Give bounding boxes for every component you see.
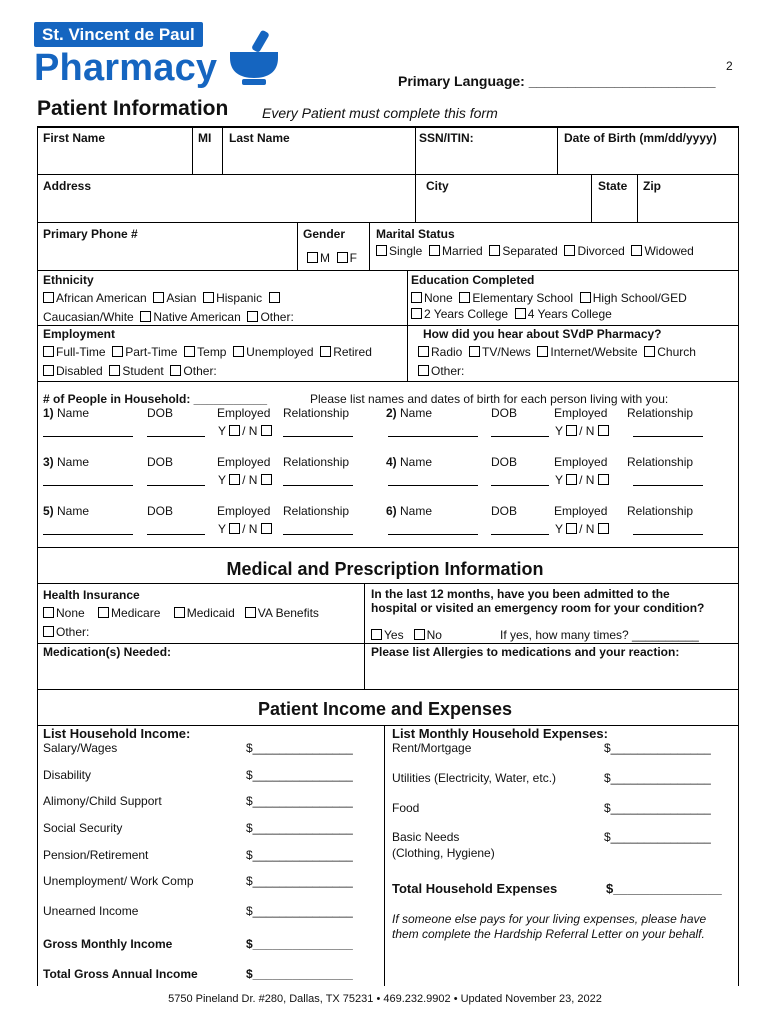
eth-hispanic-checkbox[interactable] xyxy=(203,292,214,303)
ethnicity-options-2: Caucasian/White Native American Other: xyxy=(43,310,294,324)
gender-options: M F xyxy=(307,251,357,265)
household-dob-label: DOB xyxy=(491,455,518,469)
edu-2yr-checkbox[interactable] xyxy=(411,308,422,319)
emp-retired-checkbox[interactable] xyxy=(320,346,331,357)
employed-yes-checkbox[interactable] xyxy=(229,425,240,436)
address-label: Address xyxy=(43,179,92,193)
employed-no-checkbox[interactable] xyxy=(598,523,609,534)
emp-disabled-checkbox[interactable] xyxy=(43,365,54,376)
marital-married-checkbox[interactable] xyxy=(429,245,440,256)
marital-label: Marital Status xyxy=(376,227,455,241)
hear-other-checkbox[interactable] xyxy=(418,365,429,376)
last-name-label: Last Name xyxy=(229,131,290,145)
page-subtitle: Every Patient must complete this form xyxy=(262,105,498,121)
employment-options-1: Full-Time Part-Time Temp Unemployed Retired xyxy=(43,345,372,359)
education-options-2: 2 Years College 4 Years College xyxy=(411,307,612,321)
household-relationship-field[interactable] xyxy=(633,426,703,440)
household-employed-label: Employed xyxy=(217,504,271,518)
ins-medicare-checkbox[interactable] xyxy=(98,607,109,618)
phone-label: Primary Phone # xyxy=(43,227,138,241)
household-name-field[interactable] xyxy=(388,426,478,440)
emp-other-checkbox[interactable] xyxy=(170,365,181,376)
dob-label: Date of Birth (mm/dd/yyyy) xyxy=(564,131,717,145)
household-name-field[interactable] xyxy=(388,475,478,489)
edu-elementary-checkbox[interactable] xyxy=(459,292,470,303)
admitted-question-1: In the last 12 months, have you been admitted to the xyxy=(371,587,670,601)
household-name-field[interactable] xyxy=(388,524,478,538)
expense-rent-label: Rent/Mortgage xyxy=(392,741,472,755)
household-dob-field[interactable] xyxy=(147,426,205,440)
household-name-label: Name xyxy=(57,504,90,518)
household-employed-label: Employed xyxy=(554,406,608,420)
household-name-field[interactable] xyxy=(43,524,133,538)
income-item-label: Unearned Income xyxy=(43,904,139,918)
logo-wordmark: Pharmacy xyxy=(34,47,218,89)
hear-tv-checkbox[interactable] xyxy=(469,346,480,357)
employed-no-checkbox[interactable] xyxy=(598,425,609,436)
employed-yes-checkbox[interactable] xyxy=(229,523,240,534)
employed-yes-checkbox[interactable] xyxy=(566,523,577,534)
expense-basic-needs-label: Basic Needs xyxy=(392,830,460,844)
page-number: 2 xyxy=(726,59,733,73)
hear-options-1: Radio TV/News Internet/Website Church xyxy=(418,345,696,359)
income-item-label: Unemployment/ Work Comp xyxy=(43,874,194,888)
hear-internet-checkbox[interactable] xyxy=(537,346,548,357)
expense-basic-needs-sub: (Clothing, Hygiene) xyxy=(392,846,495,860)
household-relationship-label: Relationship xyxy=(283,455,350,469)
ins-va-checkbox[interactable] xyxy=(245,607,256,618)
expense-food-label: Food xyxy=(392,801,420,815)
eth-caucasian-checkbox[interactable] xyxy=(269,292,280,303)
state-label: State xyxy=(598,179,628,193)
employed-yes-checkbox[interactable] xyxy=(229,474,240,485)
total-expenses-field[interactable]: $_______________ xyxy=(606,881,722,896)
admitted-question-2: hospital or visited an emergency room for your condition? xyxy=(371,601,705,615)
education-options-1: None Elementary School High School/GED xyxy=(411,291,687,305)
household-name-label: Name xyxy=(57,406,90,420)
household-employed-label: Employed xyxy=(217,455,271,469)
household-relationship-field[interactable] xyxy=(283,524,353,538)
household-dob-label: DOB xyxy=(147,406,174,420)
marital-widowed-checkbox[interactable] xyxy=(631,245,642,256)
household-dob-label: DOB xyxy=(491,406,518,420)
emp-student-checkbox[interactable] xyxy=(109,365,120,376)
household-dob-field[interactable] xyxy=(147,475,205,489)
employment-options-2: Disabled Student Other: xyxy=(43,364,217,378)
employed-no-checkbox[interactable] xyxy=(261,523,272,534)
mortar-pestle-icon xyxy=(226,28,282,88)
zip-label: Zip xyxy=(643,179,661,193)
employed-yes-checkbox[interactable] xyxy=(566,425,577,436)
income-header: List Household Income: xyxy=(43,726,191,741)
insurance-options: None Medicare Medicaid VA Benefits xyxy=(43,606,319,620)
education-label: Education Completed xyxy=(411,273,535,287)
household-person-number: 6) xyxy=(386,504,397,518)
primary-language-field[interactable]: Primary Language: ________________________ xyxy=(398,73,716,89)
household-employed-yn[interactable]: Y / N xyxy=(555,424,611,438)
household-name-field[interactable] xyxy=(43,475,133,489)
household-employed-label: Employed xyxy=(217,406,271,420)
employment-label: Employment xyxy=(43,327,116,341)
total-expenses-label: Total Household Expenses xyxy=(392,881,558,896)
expense-basic-needs-field[interactable]: $_______________ xyxy=(604,830,711,844)
household-dob-label: DOB xyxy=(491,504,518,518)
household-employed-yn[interactable]: Y / N xyxy=(218,424,274,438)
expense-utilities-field[interactable]: $_______________ xyxy=(604,771,711,785)
household-employed-yn[interactable]: Y / N xyxy=(555,473,611,487)
ins-none-checkbox[interactable] xyxy=(43,607,54,618)
ins-medicaid-checkbox[interactable] xyxy=(174,607,185,618)
emp-unemployed-checkbox[interactable] xyxy=(233,346,244,357)
expense-rent-field[interactable]: $_______________ xyxy=(604,741,711,755)
household-dob-field[interactable] xyxy=(491,475,549,489)
household-person-number: 2) xyxy=(386,406,397,420)
hardship-note-2: them complete the Hardship Referral Letter on your behalf. xyxy=(392,927,705,941)
household-dob-field[interactable] xyxy=(491,524,549,538)
household-name-label: Name xyxy=(400,455,433,469)
medical-section-title: Medical and Prescription Information xyxy=(226,559,544,579)
gross-monthly-field[interactable]: $_______________ xyxy=(246,937,353,951)
employed-no-checkbox[interactable] xyxy=(598,474,609,485)
allergies-label: Please list Allergies to medications and your reaction: xyxy=(371,645,680,659)
income-item-field[interactable]: $_______________ xyxy=(246,821,353,835)
logo-top: St. Vincent de Paul xyxy=(34,22,203,47)
income-item-label: Salary/Wages xyxy=(43,741,118,755)
edu-none-checkbox[interactable] xyxy=(411,292,422,303)
marital-divorced-checkbox[interactable] xyxy=(564,245,575,256)
ethnicity-label: Ethnicity xyxy=(43,273,94,287)
income-item-field[interactable]: $_______________ xyxy=(246,768,353,782)
income-item-label: Social Security xyxy=(43,821,123,835)
marital-separated-checkbox[interactable] xyxy=(489,245,500,256)
how-many-times-field[interactable]: If yes, how many times? __________ xyxy=(500,628,699,642)
admitted-no-checkbox[interactable] xyxy=(414,629,425,640)
household-dob-label: DOB xyxy=(147,455,174,469)
eth-african-american-checkbox[interactable] xyxy=(43,292,54,303)
household-relationship-label: Relationship xyxy=(627,455,694,469)
gender-m-checkbox[interactable] xyxy=(307,252,318,263)
income-item-field[interactable]: $_______________ xyxy=(246,794,353,808)
expense-food-field[interactable]: $_______________ xyxy=(604,801,711,815)
gross-annual-field[interactable]: $_______________ xyxy=(246,967,353,981)
employed-no-checkbox[interactable] xyxy=(261,474,272,485)
household-instruction: Please list names and dates of birth for each person living with you: xyxy=(310,392,669,406)
expense-utilities-label: Utilities (Electricity, Water, etc.) xyxy=(392,771,557,785)
household-name-label: Name xyxy=(400,406,433,420)
hear-options-2: Other: xyxy=(418,364,464,378)
marital-options: Single Married Separated Divorced Widowed xyxy=(376,244,694,258)
household-person-number: 5) xyxy=(43,504,54,518)
city-label: City xyxy=(426,179,449,193)
household-relationship-field[interactable] xyxy=(283,475,353,489)
household-person-number: 4) xyxy=(386,455,397,469)
household-relationship-label: Relationship xyxy=(283,406,350,420)
emp-parttime-checkbox[interactable] xyxy=(112,346,123,357)
household-employed-label: Employed xyxy=(554,504,608,518)
employed-yes-checkbox[interactable] xyxy=(566,474,577,485)
household-name-label: Name xyxy=(57,455,90,469)
income-item-label: Pension/Retirement xyxy=(43,848,149,862)
household-employed-label: Employed xyxy=(554,455,608,469)
household-dob-field[interactable] xyxy=(491,426,549,440)
household-relationship-field[interactable] xyxy=(633,524,703,538)
insurance-other: Other: xyxy=(43,625,89,639)
marital-single-checkbox[interactable] xyxy=(376,245,387,256)
income-item-label: Alimony/Child Support xyxy=(43,794,162,808)
income-item-field[interactable]: $_______________ xyxy=(246,741,353,755)
first-name-label: First Name xyxy=(43,131,106,145)
hear-church-checkbox[interactable] xyxy=(644,346,655,357)
hear-radio-checkbox[interactable] xyxy=(418,346,429,357)
footer: 5750 Pineland Dr. #280, Dallas, TX 75231 • 469.232.9902 • Updated November 23, 2022 xyxy=(168,993,602,1005)
income-item-field[interactable]: $_______________ xyxy=(246,904,353,918)
household-count-label[interactable]: # of People in Household: ___________ xyxy=(43,392,268,406)
emp-temp-checkbox[interactable] xyxy=(184,346,195,357)
gender-label: Gender xyxy=(303,227,346,241)
medications-label: Medication(s) Needed: xyxy=(43,645,172,659)
edu-4yr-checkbox[interactable] xyxy=(515,308,526,319)
admitted-yes-checkbox[interactable] xyxy=(371,629,382,640)
hardship-note-1: If someone else pays for your living expenses, please have xyxy=(392,912,707,926)
income-item-field[interactable]: $_______________ xyxy=(246,848,353,862)
household-name-label: Name xyxy=(400,504,433,518)
income-item-field[interactable]: $_______________ xyxy=(246,874,353,888)
ethnicity-options-1: African American Asian Hispanic xyxy=(43,291,282,305)
household-relationship-label: Relationship xyxy=(627,406,694,420)
insurance-label: Health Insurance xyxy=(43,588,140,602)
expense-header: List Monthly Household Expenses: xyxy=(392,726,608,741)
gross-annual-label: Total Gross Annual Income xyxy=(43,967,198,981)
household-employed-yn[interactable]: Y / N xyxy=(555,522,611,536)
household-employed-yn[interactable]: Y / N xyxy=(218,473,274,487)
household-relationship-label: Relationship xyxy=(283,504,350,518)
emp-fulltime-checkbox[interactable] xyxy=(43,346,54,357)
household-person-number: 1) xyxy=(43,406,54,420)
finance-section-title: Patient Income and Expenses xyxy=(257,699,513,719)
income-item-label: Disability xyxy=(43,768,92,782)
ssn-label: SSN/ITIN: xyxy=(419,131,474,145)
household-relationship-label: Relationship xyxy=(627,504,694,518)
household-name-field[interactable] xyxy=(43,426,133,440)
household-dob-label: DOB xyxy=(147,504,174,518)
hear-about-label: How did you hear about SVdP Pharmacy? xyxy=(423,327,662,341)
household-employed-yn[interactable]: Y / N xyxy=(218,522,274,536)
household-relationship-field[interactable] xyxy=(283,426,353,440)
admitted-options: Yes No xyxy=(371,628,442,642)
eth-asian-checkbox[interactable] xyxy=(153,292,164,303)
eth-other-checkbox[interactable] xyxy=(247,311,258,322)
eth-native-american-checkbox[interactable] xyxy=(140,311,151,322)
household-person-number: 3) xyxy=(43,455,54,469)
ins-other-checkbox[interactable] xyxy=(43,626,54,637)
edu-highschool-checkbox[interactable] xyxy=(580,292,591,303)
gender-f-checkbox[interactable] xyxy=(337,252,348,263)
gross-monthly-label: Gross Monthly Income xyxy=(43,937,173,951)
employed-no-checkbox[interactable] xyxy=(261,425,272,436)
household-dob-field[interactable] xyxy=(147,524,205,538)
mi-label: MI xyxy=(198,131,212,145)
page-title: Patient Information xyxy=(37,97,229,120)
household-relationship-field[interactable] xyxy=(633,475,703,489)
